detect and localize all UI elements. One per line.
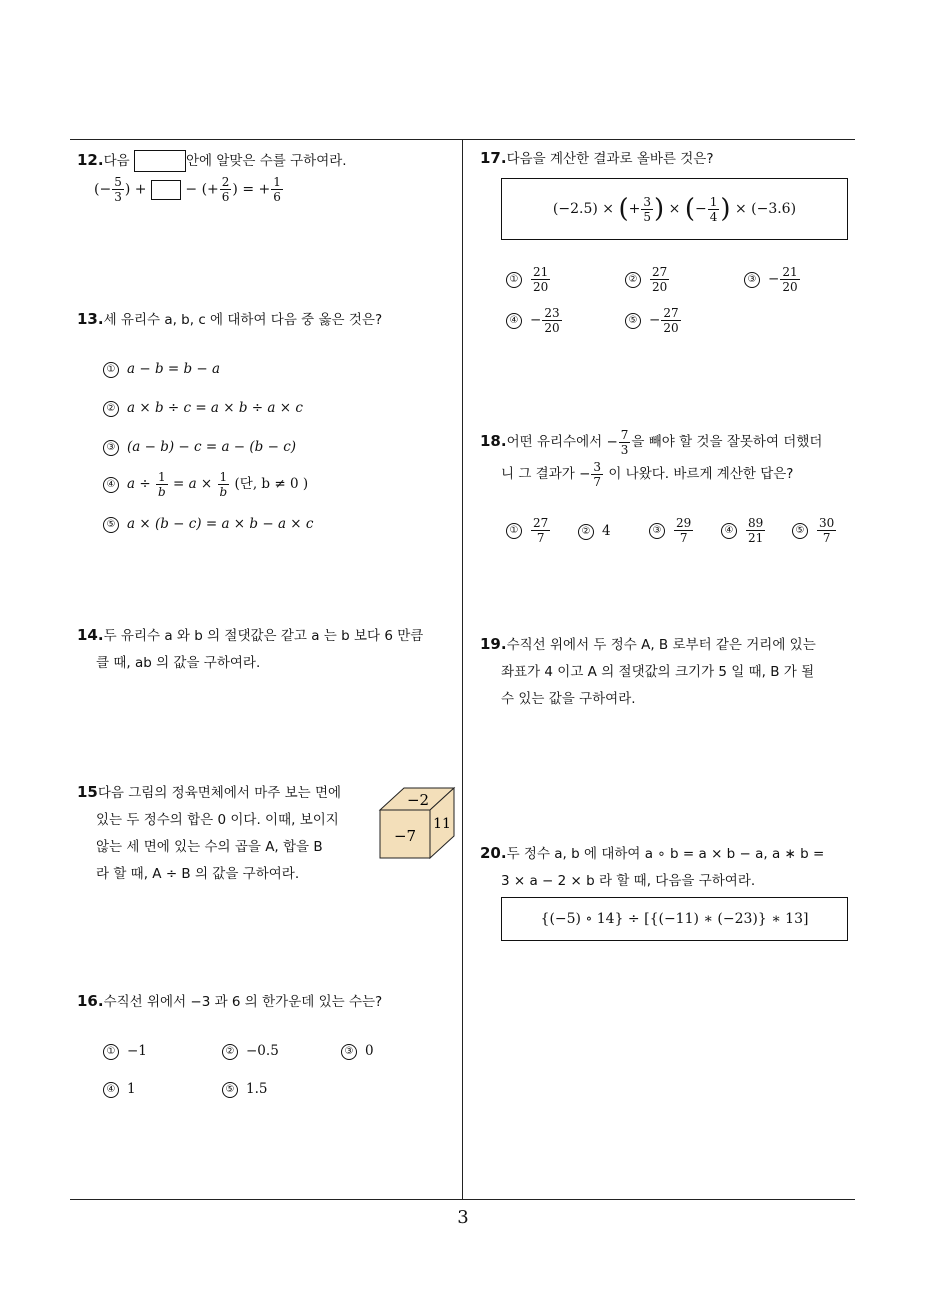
q20-expression-box: {(−5) ∘ 14} ÷ [{(−11) ∗ (−23)} ∗ 13] xyxy=(501,897,848,941)
q16-option-1: ① −1 xyxy=(103,1043,147,1060)
q18-option-1: ① $\frac{27}{7}$ xyxy=(506,516,551,545)
q19: 19.수직선 위에서 두 정수 A, B 로부터 같은 거리에 있는 좌표가 4 이고 A 의 절댓값의 크기가 5 일 때, B 가 될 수 있는 값을 구하여라. xyxy=(480,635,816,707)
q18-option-3: ③ $\frac{29}{7}$ xyxy=(649,516,694,545)
q15-line3: 않는 세 면에 있는 수의 곱을 A, 합을 B xyxy=(96,839,323,855)
cube-side-value: 11 xyxy=(433,816,451,832)
q15-line2: 있는 두 정수의 합은 0 이다. 이때, 보이지 xyxy=(96,812,339,828)
q18: 18.어떤 유리수에서 − $\frac{7}{3}$ 을 빼야 할 것을 잘못하여 더했더 니 그 결과가 − $\frac{3}{7}$ 이 나왔다. 바르게 계산한 답은? xyxy=(480,427,823,489)
q18-option-2: ② 4 xyxy=(578,523,611,540)
q17-number: 17. xyxy=(480,149,507,167)
q12 xyxy=(77,147,347,175)
q20-number: 20. xyxy=(480,844,507,862)
cube-top-value: −2 xyxy=(406,791,430,809)
q12-text-b: 안에 알맞은 수를 구하여라. xyxy=(185,153,347,169)
q17-expression-box: (−2.5) × ( + $\frac{3}{5}$ ) × ( − $\frac{1}{4}$ ) × (−3.6) xyxy=(501,178,848,240)
q16-number: 16. xyxy=(77,992,104,1010)
q14-number: 14. xyxy=(77,626,104,644)
q19-number: 19. xyxy=(480,635,507,653)
q12-text-a: 다음 xyxy=(103,153,130,169)
q12-blank-box xyxy=(134,150,186,172)
q18-option-4: ④ $\frac{89}{21}$ xyxy=(721,516,766,545)
q18-option-5: ⑤ $\frac{30}{7}$ xyxy=(792,516,837,545)
column-divider xyxy=(462,139,463,1200)
q17-option-1: ① $\frac{21}{20}$ xyxy=(506,265,551,294)
q17-option-2: ② $\frac{27}{20}$ xyxy=(625,265,670,294)
q13-option-1: ① a − b = b − a xyxy=(103,361,220,378)
q12-number: 12. xyxy=(77,151,104,169)
cube-front-value: −7 xyxy=(393,827,417,845)
q13-text: 세 유리수 a, b, c 에 대하여 다음 중 옳은 것은? xyxy=(103,312,383,328)
q13-number: 13. xyxy=(77,310,104,328)
q13-option-3: ③ (a − b) − c = a − (b − c) xyxy=(103,439,296,456)
q16-option-3: ③ 0 xyxy=(341,1043,374,1060)
q20: 20.두 정수 a, b 에 대하여 a ∘ b = a × b − a, a ∗ b = 3 × a − 2 × b 라 할 때, 다음을 구하여라. xyxy=(480,844,825,889)
q14-line2: 클 때, ab 의 값을 구하여라. xyxy=(96,655,261,671)
page-number: 3 xyxy=(457,1207,469,1228)
q13-option-2: ② a × b ÷ c = a × b ÷ a × c xyxy=(103,400,303,417)
q14 xyxy=(77,622,457,677)
q15-cube-figure xyxy=(378,786,460,860)
q13 xyxy=(77,306,382,334)
q17 xyxy=(480,145,713,173)
q14-line1: 두 유리수 a 와 b 의 절댓값은 같고 a 는 b 보다 6 만큼 xyxy=(103,628,424,644)
q13-option-4: ④ a ÷ $\frac{1}{b}$ = a × $\frac{1}{b}$ (단, b ≠ 0 ) xyxy=(103,470,308,499)
q16-text: 수직선 위에서 −3 과 6 의 한가운데 있는 수는? xyxy=(103,994,383,1010)
q16 xyxy=(77,988,382,1016)
q17-text: 다음을 계산한 결과로 올바른 것은? xyxy=(506,151,714,167)
q12-expression: (− $\frac{5}{3}$ ) + − (+ $\frac{2}{6}$ ) = + $\frac{1}{6}$ xyxy=(94,175,281,204)
q17-option-3: ③ − $\frac{21}{20}$ xyxy=(744,265,801,294)
q13-option-5: ⑤ a × (b − c) = a × b − a × c xyxy=(103,516,313,533)
q12-expr-blank xyxy=(151,180,181,200)
q16-option-5: ⑤ 1.5 xyxy=(222,1081,267,1098)
q17-option-4: ④ − $\frac{23}{20}$ xyxy=(506,306,563,335)
q18-number: 18. xyxy=(480,432,507,450)
q16-option-2: ② −0.5 xyxy=(222,1043,279,1060)
q15-line4: 라 할 때, A ÷ B 의 값을 구하여라. xyxy=(96,866,300,882)
q15-line1: 다음 그림의 정육면체에서 마주 보는 면에 xyxy=(97,785,342,801)
q15 xyxy=(77,779,377,888)
q16-option-4: ④ 1 xyxy=(103,1081,136,1098)
q17-option-5: ⑤ − $\frac{27}{20}$ xyxy=(625,306,682,335)
q15-number: 15 xyxy=(77,783,98,801)
